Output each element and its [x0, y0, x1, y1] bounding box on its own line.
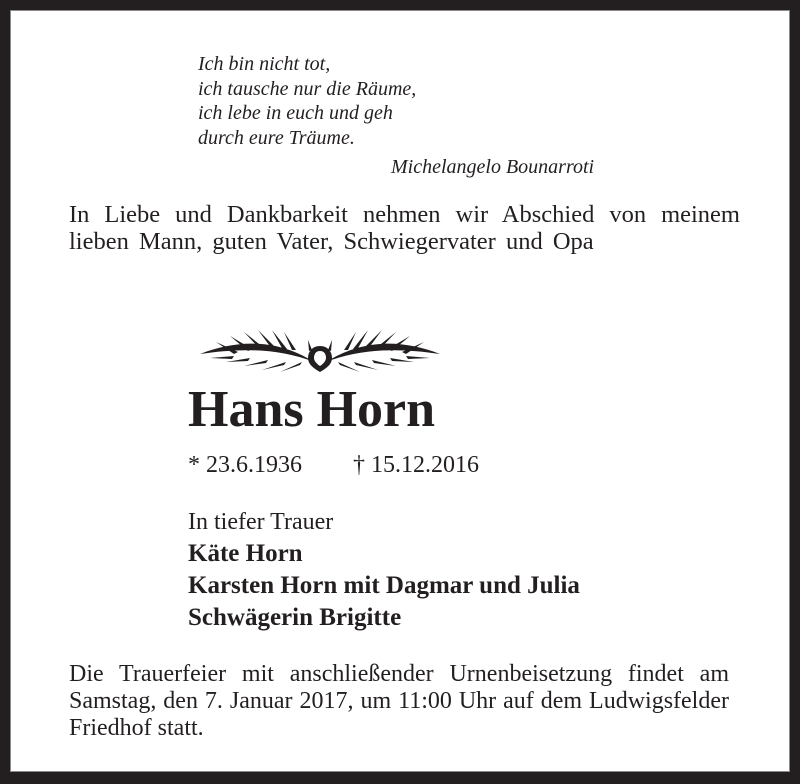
mourners-block — [188, 506, 580, 634]
mourners-heading: In tiefer Trauer — [188, 509, 334, 535]
funeral-details: Die Trauerfeier mit anschließender Urnenbeisetzung findet am Samstag, den 7. Januar 2017, um 11:00 Uhr auf dem Ludwigsfelder Friedhof statt. — [69, 661, 729, 741]
poem-line: ich tausche nur die Räume, — [198, 77, 417, 100]
mourner-name: Schwägerin Brigitte — [188, 604, 402, 631]
intro-text: In Liebe und Dankbarkeit nehmen wir Abschied von meinem lieben Mann, guten Vater, Schwiegervater und Opa — [69, 201, 740, 255]
death-date: † 15.12.2016 — [353, 452, 479, 478]
life-dates — [188, 452, 479, 479]
palm-branch-ornament-icon — [196, 318, 444, 378]
obituary-card — [10, 10, 790, 772]
poem-line: Ich bin nicht tot, — [198, 53, 331, 75]
birth-date: * 23.6.1936 — [188, 452, 302, 478]
poem-line: ich lebe in euch und geh — [198, 102, 393, 124]
poem — [198, 52, 416, 150]
mourner-name: Käte Horn — [188, 540, 303, 567]
mourner-name: Karsten Horn mit Dagmar und Julia — [188, 572, 580, 599]
poem-line: durch eure Träume. — [198, 126, 355, 149]
deceased-name: Hans Horn — [188, 381, 436, 438]
poem-author: Michelangelo Bounarroti — [391, 156, 595, 178]
